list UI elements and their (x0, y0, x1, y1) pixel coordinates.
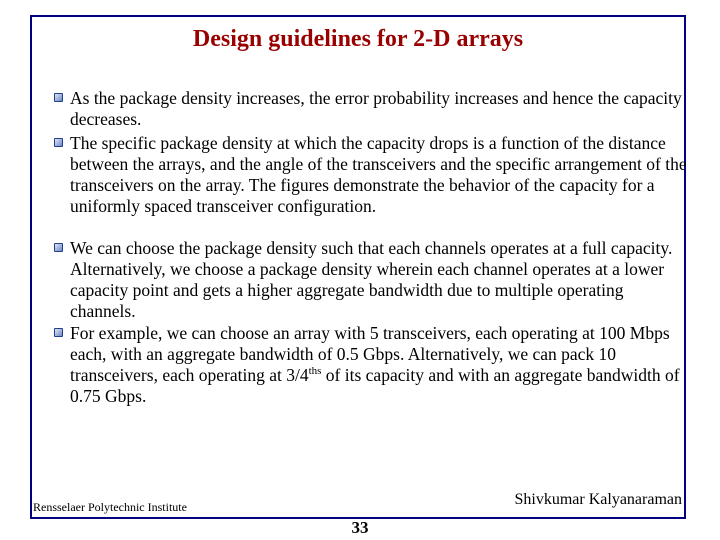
bullet-item (70, 238, 690, 322)
ordinal-superscript: ths (308, 365, 322, 378)
bullet-text: For example, we can choose an array with 5 transceivers, each operating at 100 Mbps each, with an aggregate bandwidth of 0.5 Gbps. Alternatively, we can pack 10 transceivers, each operating at 3/4 (70, 323, 670, 385)
bullet-item (70, 133, 690, 217)
bullet-text-end: of its capacity and with an aggregate bandwidth of 0.75 Gbps. (70, 365, 680, 406)
square-bullet-icon (54, 138, 63, 147)
square-bullet-icon (54, 328, 63, 337)
bullet-item (70, 323, 690, 407)
page-number: 33 (351, 518, 369, 537)
footer-author: Shivkumar Kalyanaraman (514, 491, 682, 508)
footer-institution: Rensselaer Polytechnic Institute (33, 500, 187, 514)
slide-title: Design guidelines for 2-D arrays (192, 26, 524, 52)
bullet-text: We can choose the package density such that each channels operates at a full capacity. Alternatively, we choose a package density wherein each channel operates at a lower capacity point and gets a higher aggregate bandwidth due to multiple operating channels. (70, 238, 673, 321)
square-bullet-icon (54, 243, 63, 252)
bullet-item (70, 88, 690, 130)
bullet-text: As the package density increases, the error probability increases and hence the capacity decreases. (70, 88, 682, 129)
bullet-text: The specific package density at which the capacity drops is a function of the distance between the arrays, and the angle of the transceivers and the specific arrangement of the transceivers on the array. The figures demonstrate the behavior of the capacity for a uniformly spaced transceiver configuration. (70, 133, 687, 216)
square-bullet-icon (54, 93, 63, 102)
